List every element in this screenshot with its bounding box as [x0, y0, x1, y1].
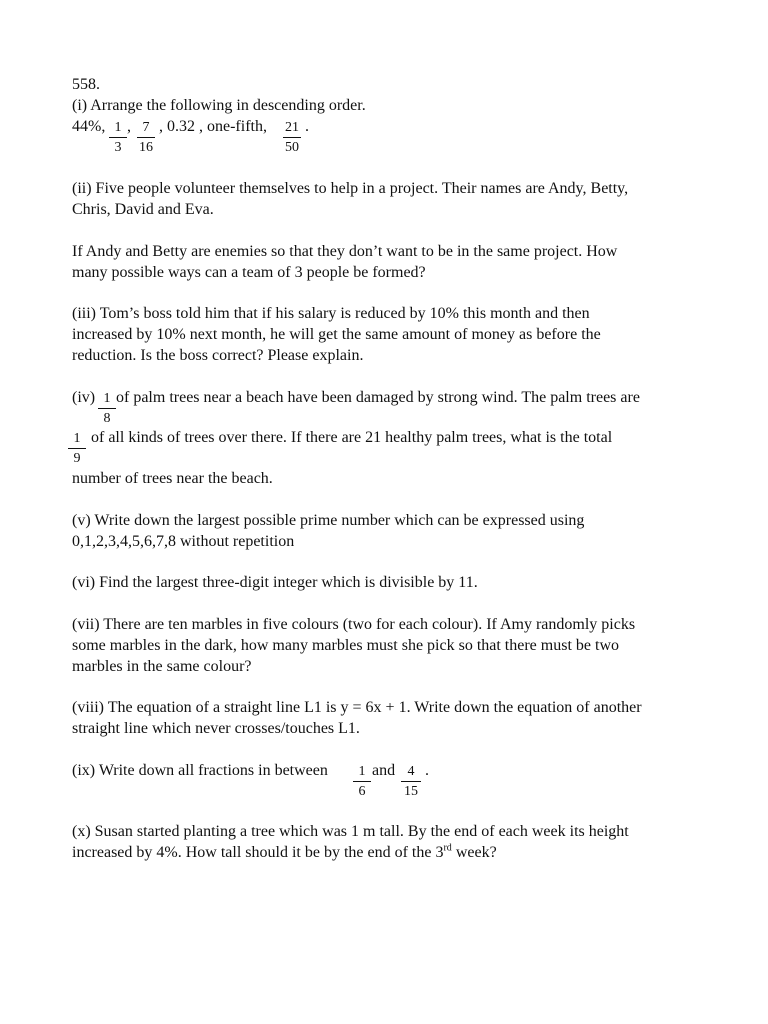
question-vii-line: some marbles in the dark, how many marbles must she pick so that there must be two [72, 637, 619, 654]
question-i-item-percent: 44%, [72, 118, 106, 135]
question-iv-label: (iv) [72, 389, 96, 406]
problem-number: 558. [72, 76, 100, 93]
fraction-four-fifteenths: 4 15 [397, 764, 425, 800]
fraction-seven-sixteenths: 7 16 [139, 120, 153, 155]
question-iii-line: increased by 10% next month, he will get the same amount of money as before the [72, 326, 601, 343]
question-v-line: 0,1,2,3,4,5,6,7,8 without repetition [72, 533, 295, 550]
question-x-text-end: week? [451, 844, 497, 861]
fraction-one-sixth: 1 6 [349, 764, 375, 800]
question-i-period: . [305, 118, 309, 135]
question-x-line: (x) Susan started planting a tree which was 1 m tall. By the end of each week its height [72, 823, 629, 840]
question-v-line: (v) Write down the largest possible prime number which can be expressed using [72, 512, 585, 529]
question-iv-line: of all kinds of trees over there. If there are 21 healthy palm trees, what is the total [91, 429, 613, 446]
question-ii-followup-line: If Andy and Betty are enemies so that they don’t want to be in the same project. How [72, 243, 618, 260]
ordinal-suffix: rd [443, 842, 452, 854]
fraction-one-ninth: 1 9 [64, 431, 90, 467]
question-ii-line: Chris, David and Eva. [72, 201, 214, 218]
question-iii-line: (iii) Tom’s boss told him that if his salary is reduced by 10% this month and then [72, 305, 590, 322]
question-ii-line: (ii) Five people volunteer themselves to help in a project. Their names are Andy, Betty, [72, 180, 629, 197]
question-ix-line: (ix) Write down all fractions in between [72, 762, 328, 779]
question-ii-followup-line: many possible ways can a team of 3 people be formed? [72, 264, 426, 281]
fraction-one-eighth: 1 8 [94, 391, 120, 427]
question-iv-line: of palm trees near a beach have been damaged by strong wind. The palm trees are [116, 389, 640, 406]
fraction-twenty-one-fiftieths: 21 50 [285, 120, 299, 155]
question-ix-and: and [372, 762, 396, 779]
question-ix-period: . [425, 762, 429, 779]
question-i-instruction: (i) Arrange the following in descending order. [72, 97, 366, 114]
question-viii-line: straight line which never crosses/touches L1. [72, 720, 360, 737]
question-i-item-decimal: , 0.32 , one-fifth, [159, 118, 267, 135]
question-vi-line: (vi) Find the largest three-digit integer which is divisible by 11. [72, 574, 478, 591]
question-x-text: increased by 4%. How tall should it be by the end of the 3 [72, 844, 444, 861]
question-iii-line: reduction. Is the boss correct? Please explain. [72, 347, 364, 364]
question-vii-line: marbles in the same colour? [72, 658, 252, 675]
question-vii-line: (vii) There are ten marbles in five colours (two for each colour). If Amy randomly picks [72, 616, 636, 633]
question-i-separator: , [127, 118, 131, 135]
question-x-line [72, 842, 497, 863]
fraction-one-third: 1 3 [105, 120, 131, 156]
question-iv-line: number of trees near the beach. [72, 470, 273, 487]
question-viii-line: (viii) The equation of a straight line L1 is y = 6x + 1. Write down the equation of another [72, 699, 642, 716]
